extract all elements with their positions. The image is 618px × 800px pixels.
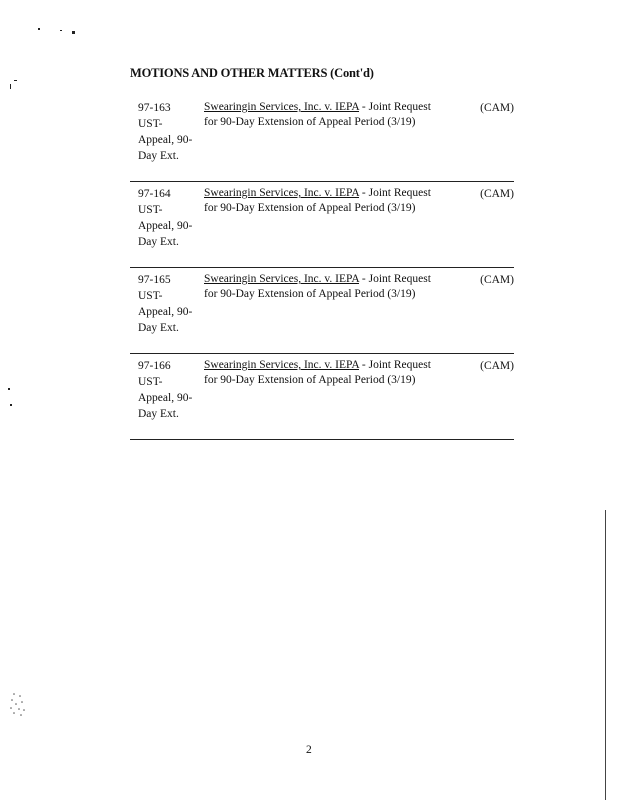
case-parties: Swearingin Services, Inc. v. IEPA bbox=[204, 187, 360, 199]
section-heading: MOTIONS AND OTHER MATTERS (Cont'd) bbox=[130, 66, 374, 80]
scan-speck bbox=[10, 84, 11, 89]
case-request: - Joint Request for 90-Day Extension of Appeal Period (3/19) bbox=[204, 359, 431, 386]
docket-number: 97-163 bbox=[138, 102, 171, 114]
scan-speck bbox=[14, 80, 17, 81]
case-category: UST-Appeal, 90-Day Ext. bbox=[138, 290, 193, 334]
scan-speck bbox=[72, 31, 75, 34]
docket-number: 97-164 bbox=[138, 188, 171, 200]
table-row bbox=[130, 186, 514, 268]
scan-noise bbox=[8, 690, 28, 720]
scan-speck bbox=[38, 28, 40, 30]
case-parties: Swearingin Services, Inc. v. IEPA bbox=[204, 273, 360, 285]
scan-edge-line bbox=[605, 510, 606, 800]
row-divider bbox=[130, 267, 514, 268]
case-category: UST-Appeal, 90-Day Ext. bbox=[138, 376, 193, 420]
case-description bbox=[204, 100, 444, 130]
docket-number: 97-166 bbox=[138, 360, 171, 372]
docket-cell bbox=[138, 272, 198, 336]
scan-speck bbox=[60, 30, 62, 31]
case-description bbox=[204, 358, 444, 388]
case-request: - Joint Request for 90-Day Extension of Appeal Period (3/19) bbox=[204, 101, 431, 128]
case-description bbox=[204, 272, 444, 302]
case-category: UST-Appeal, 90-Day Ext. bbox=[138, 118, 193, 162]
assignee-code: (CAM) bbox=[480, 188, 514, 200]
scan-speck bbox=[8, 388, 10, 390]
docket-cell bbox=[138, 100, 198, 164]
case-request: - Joint Request for 90-Day Extension of Appeal Period (3/19) bbox=[204, 273, 431, 300]
case-category: UST-Appeal, 90-Day Ext. bbox=[138, 204, 193, 248]
case-parties: Swearingin Services, Inc. v. IEPA bbox=[204, 101, 360, 113]
case-description bbox=[204, 186, 444, 216]
row-divider bbox=[130, 181, 514, 182]
assignee-code: (CAM) bbox=[480, 274, 514, 286]
row-divider bbox=[130, 353, 514, 354]
docket-cell bbox=[138, 358, 198, 422]
table-row bbox=[130, 100, 514, 182]
table-row bbox=[130, 358, 514, 440]
scan-speck bbox=[10, 404, 12, 406]
row-divider bbox=[130, 439, 514, 440]
page-number: 2 bbox=[306, 744, 312, 756]
table-row bbox=[130, 272, 514, 354]
docket-number: 97-165 bbox=[138, 274, 171, 286]
docket-cell bbox=[138, 186, 198, 250]
case-parties: Swearingin Services, Inc. v. IEPA bbox=[204, 359, 360, 371]
assignee-code: (CAM) bbox=[480, 102, 514, 114]
case-request: - Joint Request for 90-Day Extension of Appeal Period (3/19) bbox=[204, 187, 431, 214]
assignee-code: (CAM) bbox=[480, 360, 514, 372]
